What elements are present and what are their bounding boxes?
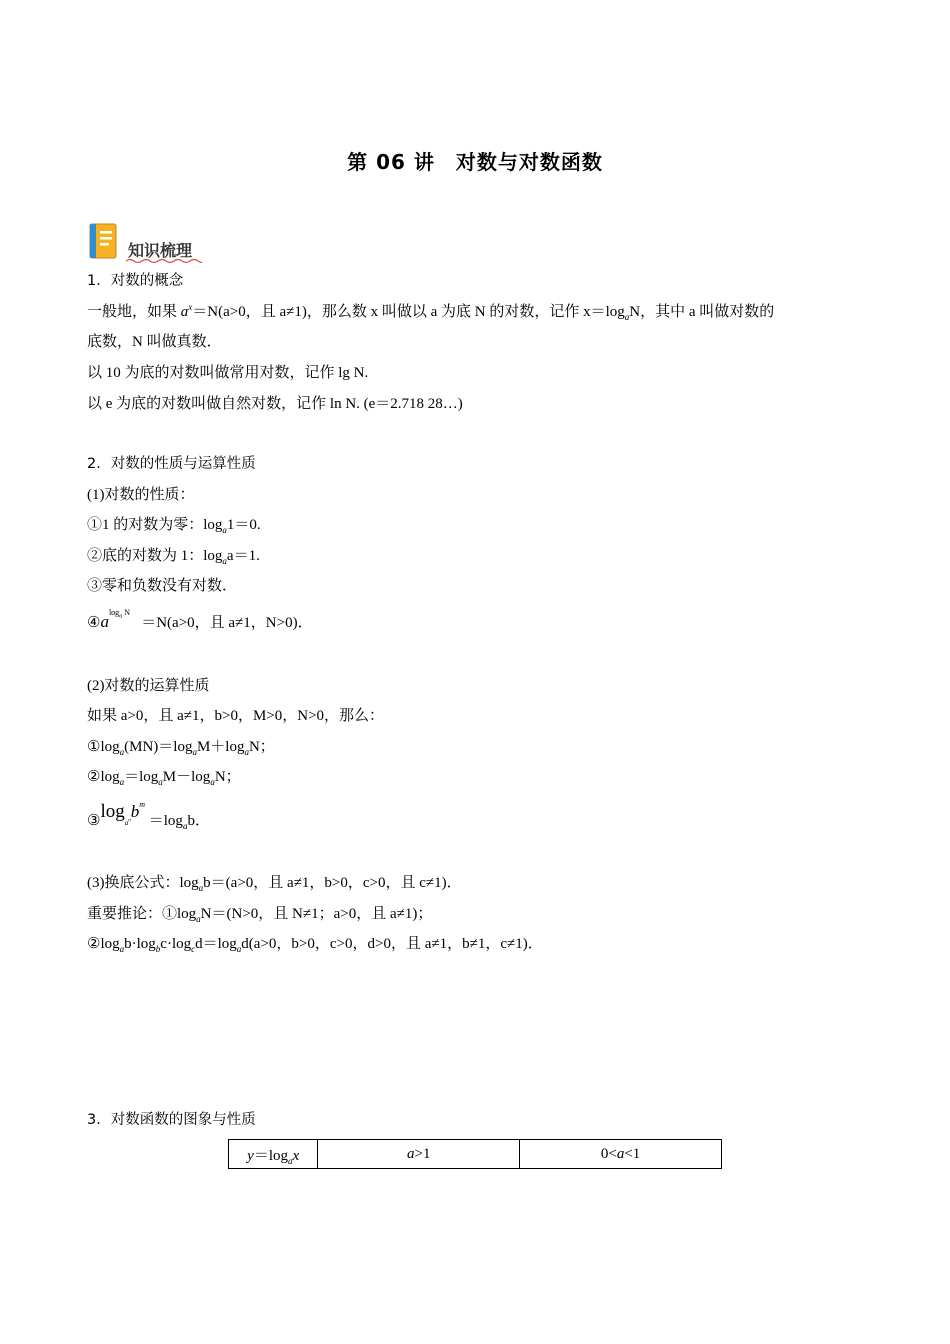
section-badge-label: 知识梳理 (128, 241, 193, 260)
table-header-row (229, 1140, 722, 1169)
operation-1: $①\log_a(MN)=\log_aM+\log_aN$； (87, 739, 275, 757)
operation-2: $②\log_a=\log_aM-\log_aN$； (87, 769, 241, 787)
natural-log-line: 以 e 为底的对数叫做自然对数，记作 ln N. (e＝2.718 28…) (87, 396, 463, 412)
common-log-line: 以 10 为底的对数叫做常用对数，记作 lg N. (87, 365, 369, 381)
base-antilog-line: 底数，N 叫做真数． (87, 334, 222, 350)
subheading-operations: (2)对数的运算性质 (87, 678, 210, 694)
section-2-heading: 2．对数的性质与运算性质 (87, 456, 256, 472)
section-badge (88, 222, 208, 266)
operation-conditions: 如果 a>0，且 a≠1，b>0，M>0，N>0，那么： (87, 708, 385, 724)
property-1: ①1 的对数为零：$\log_a1=0$. (87, 517, 261, 535)
table-header-function: $y=\log_ax$ (229, 1140, 318, 1169)
inference-2: $②\log_ab\cdot\log_bc\cdot\log_cd=\log_ad(a>0$，b>0，c>0，d>0，且 a≠1，b≠1，c≠1)． (87, 936, 543, 954)
wavy-underline (126, 258, 202, 264)
table-header-a-gt-1: a>1 (318, 1140, 520, 1169)
change-of-base-formula: (3)换底公式：$\log_ab=(a>0$，且 a≠1，b>0，c>0，且 c≠1)． (87, 875, 462, 893)
book-icon (88, 222, 120, 260)
log-function-table (228, 1139, 722, 1169)
section-1-heading: 1．对数的概念 (87, 273, 184, 289)
property-4: $④a^{log_a N} =N(a>0$，且 a≠1，N>0)． (87, 608, 313, 631)
operation-3: $③\log_{a^n}b^m =\log_ab$． (87, 800, 210, 831)
section-3-heading: 3．对数函数的图象与性质 (87, 1112, 256, 1128)
property-3: ③零和负数没有对数． (87, 578, 238, 594)
page-title: 第 06 讲 对数与对数函数 (347, 150, 603, 174)
log-definition-line: 一般地，如果 $a^x=N(a>0$，且 a≠1)，那么数 x 叫做以 a 为底 N 的对数，记作 $x=\log_aN$，其中 a 叫做对数的 (87, 302, 775, 322)
inference-1: 重要推论：$①\log_aN=(N>0$，且 N≠1；a>0，且 a≠1)； (87, 906, 433, 924)
property-2: ②底的对数为 1：$\log_aa=1$. (87, 548, 260, 566)
table-header-a-lt-1: 0<a<1 (520, 1140, 722, 1169)
subheading-properties: (1)对数的性质： (87, 487, 195, 503)
